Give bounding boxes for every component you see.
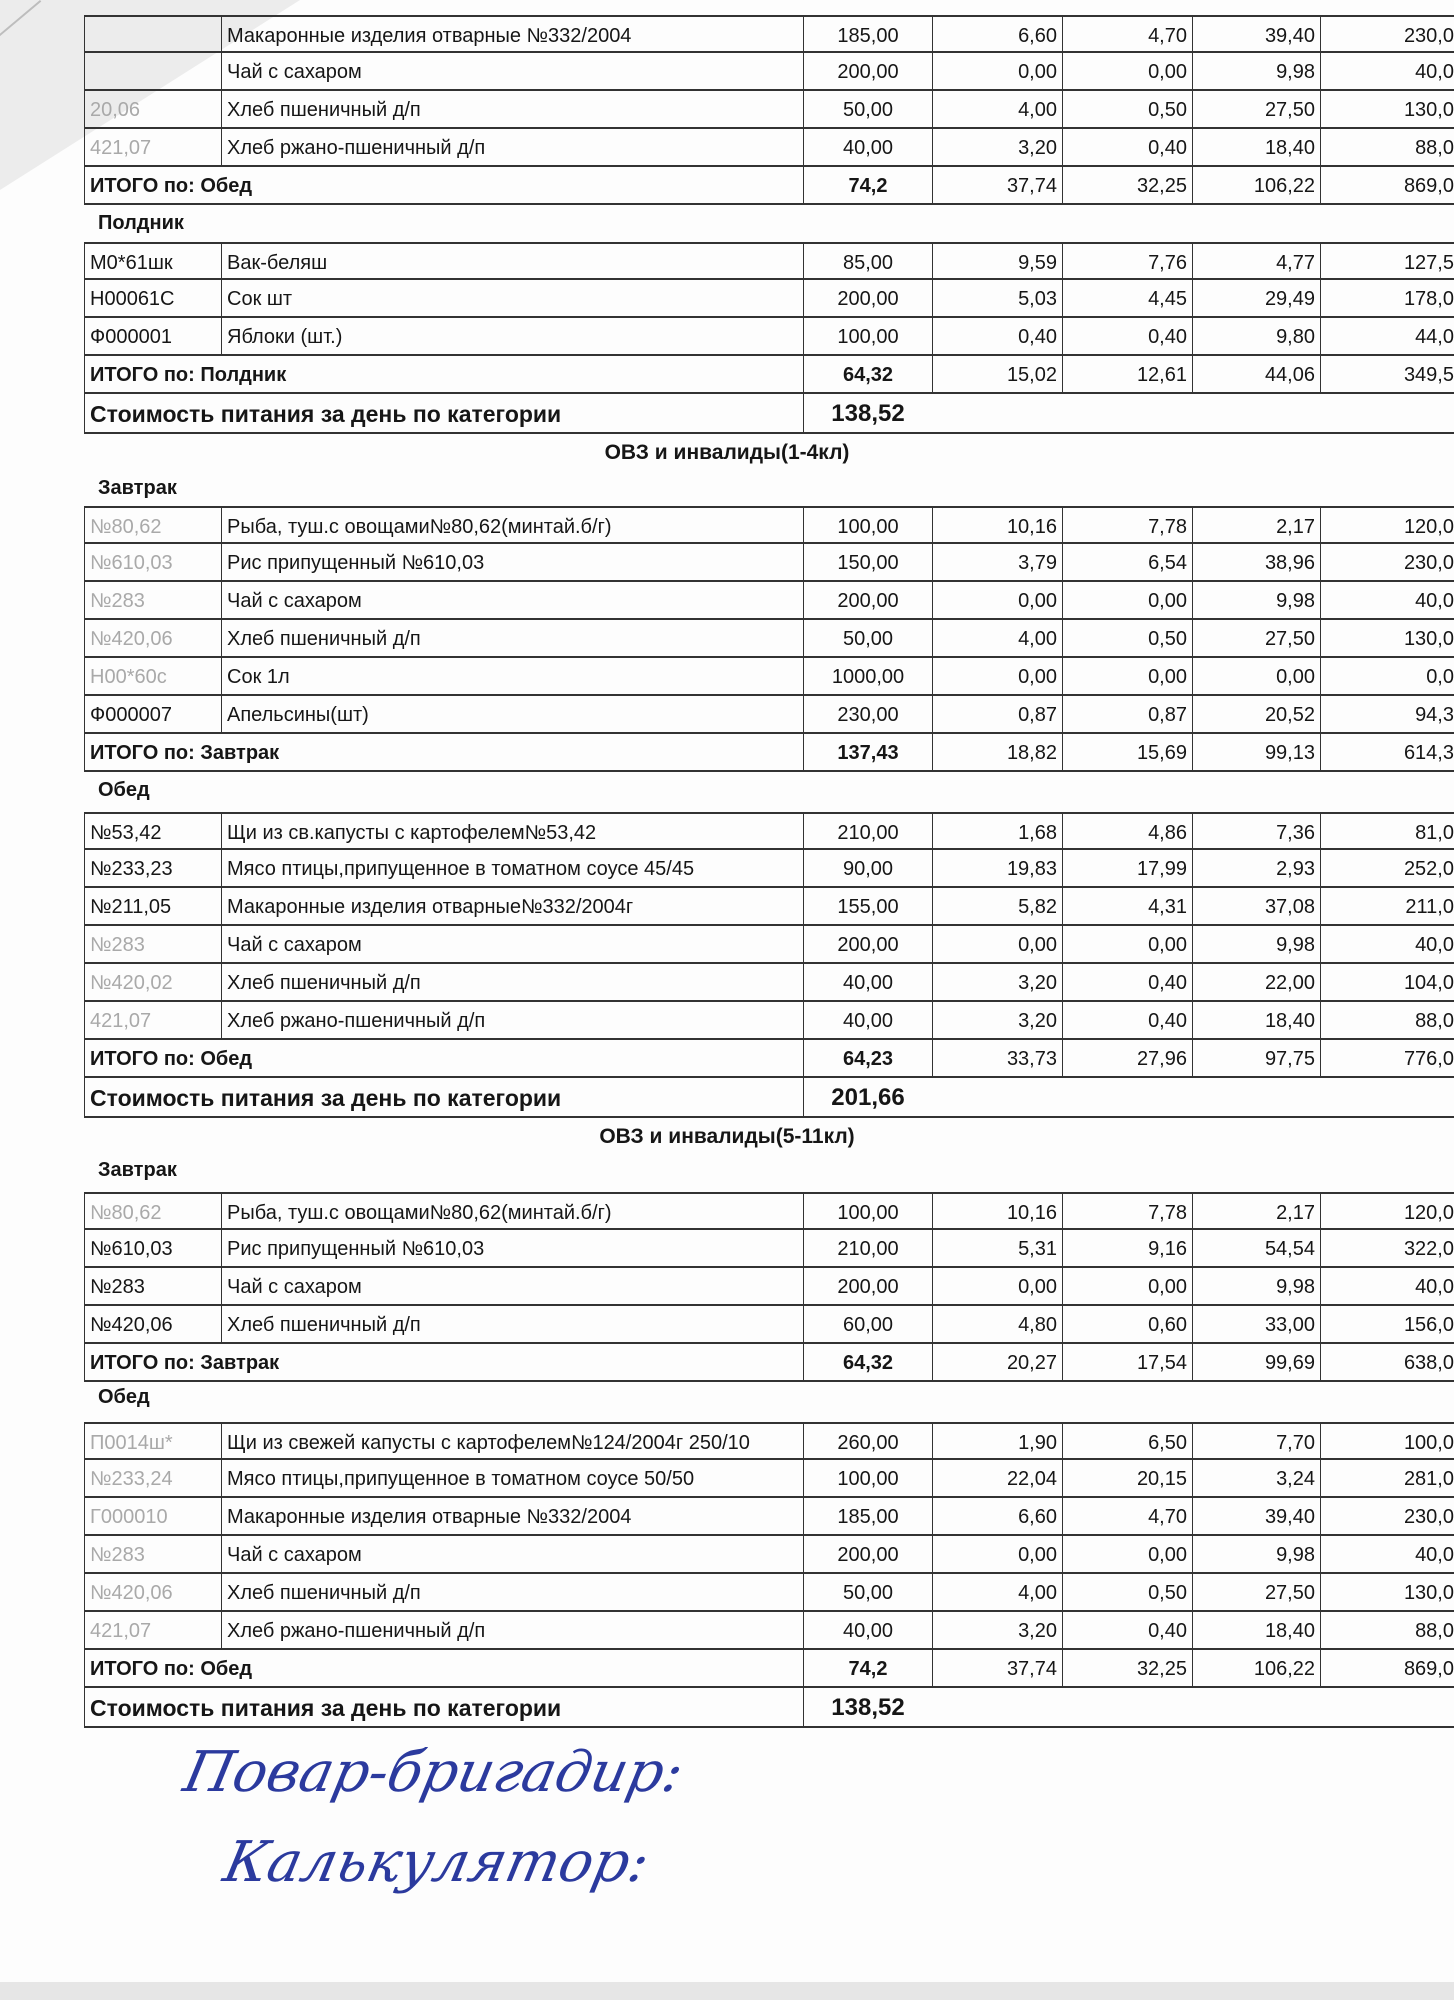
table-row <box>84 888 1454 926</box>
dish-code: 421,07 <box>84 129 221 165</box>
proteins: 9,59 <box>932 244 1062 280</box>
total-carbs: 99,69 <box>1192 1344 1320 1380</box>
calories: 88,0 <box>1320 1612 1454 1648</box>
table-row <box>84 620 1454 658</box>
portion-weight: 200,00 <box>803 53 932 89</box>
dish-code: №80,62 <box>84 1194 221 1230</box>
carbs: 9,80 <box>1192 318 1320 354</box>
fats: 4,45 <box>1062 280 1192 316</box>
dish-name: Хлеб пшеничный д/п <box>221 1306 803 1342</box>
meal-table <box>84 242 1454 434</box>
dish-name: Щи из св.капусты с картофелем№53,42 <box>221 814 803 850</box>
calories: 156,0 <box>1320 1306 1454 1342</box>
meal-title: Обед <box>98 779 150 801</box>
total-proteins: 20,27 <box>932 1344 1062 1380</box>
carbs: 18,40 <box>1192 129 1320 165</box>
total-label: ИТОГО по: Обед <box>84 1650 803 1686</box>
fats: 0,50 <box>1062 620 1192 656</box>
total-calories: 614,3 <box>1320 734 1454 770</box>
dish-code: №233,24 <box>84 1460 221 1496</box>
dish-code: 421,07 <box>84 1002 221 1038</box>
fats: 6,54 <box>1062 544 1192 580</box>
total-price: 74,2 <box>803 167 932 203</box>
proteins: 0,00 <box>932 1268 1062 1304</box>
proteins: 10,16 <box>932 508 1062 544</box>
fats: 0,60 <box>1062 1306 1192 1342</box>
fats: 0,00 <box>1062 1536 1192 1572</box>
proteins: 3,20 <box>932 129 1062 165</box>
dish-name: Сок 1л <box>221 658 803 694</box>
carbs: 27,50 <box>1192 1574 1320 1610</box>
dish-code: №420,02 <box>84 964 221 1000</box>
carbs: 7,36 <box>1192 814 1320 850</box>
fats: 7,78 <box>1062 508 1192 544</box>
portion-weight: 40,00 <box>803 1612 932 1648</box>
fats: 4,86 <box>1062 814 1192 850</box>
daily-cost-row <box>84 394 1454 434</box>
proteins: 3,79 <box>932 544 1062 580</box>
meal-table <box>84 1192 1454 1382</box>
daily-cost-row <box>84 1688 1454 1728</box>
dish-name: Чай с сахаром <box>221 1536 803 1572</box>
portion-weight: 90,00 <box>803 850 932 886</box>
table-row <box>84 658 1454 696</box>
proteins: 0,00 <box>932 53 1062 89</box>
calories: 130,0 <box>1320 91 1454 127</box>
table-row <box>84 1612 1454 1650</box>
total-price: 64,32 <box>803 1344 932 1380</box>
fats: 17,99 <box>1062 850 1192 886</box>
proteins: 3,20 <box>932 1612 1062 1648</box>
portion-weight: 60,00 <box>803 1306 932 1342</box>
dish-name: Хлеб пшеничный д/п <box>221 1574 803 1610</box>
proteins: 19,83 <box>932 850 1062 886</box>
carbs: 33,00 <box>1192 1306 1320 1342</box>
fats: 0,87 <box>1062 696 1192 732</box>
category-heading: ОВЗ и инвалиды(5-11кл) <box>599 1125 855 1148</box>
dish-name: Апельсины(шт) <box>221 696 803 732</box>
total-price: 137,43 <box>803 734 932 770</box>
carbs: 18,40 <box>1192 1002 1320 1038</box>
table-row <box>84 1002 1454 1040</box>
table-row <box>84 544 1454 582</box>
total-price: 74,2 <box>803 1650 932 1686</box>
table-row <box>84 280 1454 318</box>
table-row <box>84 53 1454 91</box>
fats: 0,00 <box>1062 582 1192 618</box>
dish-name: Макаронные изделия отварные№332/2004г <box>221 888 803 924</box>
meal-title: Завтрак <box>98 477 177 499</box>
carbs: 3,24 <box>1192 1460 1320 1496</box>
portion-weight: 1000,00 <box>803 658 932 694</box>
total-fats: 32,25 <box>1062 167 1192 203</box>
table-row <box>84 850 1454 888</box>
dish-code: №610,03 <box>84 1230 221 1266</box>
table-row <box>84 926 1454 964</box>
dish-code: М0*61шк <box>84 244 221 280</box>
total-label: ИТОГО по: Завтрак <box>84 1344 803 1380</box>
dish-code: Н00*60с <box>84 658 221 694</box>
dish-code: №420,06 <box>84 1574 221 1610</box>
proteins: 4,80 <box>932 1306 1062 1342</box>
carbs: 7,70 <box>1192 1424 1320 1460</box>
total-carbs: 106,22 <box>1192 167 1320 203</box>
dish-code: 421,07 <box>84 1612 221 1648</box>
table-row <box>84 1498 1454 1536</box>
proteins: 0,00 <box>932 1536 1062 1572</box>
total-label: ИТОГО по: Обед <box>84 167 803 203</box>
daily-cost-value: 201,66 <box>803 1078 932 1116</box>
dish-name: Хлеб пшеничный д/п <box>221 964 803 1000</box>
total-fats: 12,61 <box>1062 356 1192 392</box>
calories: 44,0 <box>1320 318 1454 354</box>
proteins: 4,00 <box>932 91 1062 127</box>
table-row <box>84 506 1454 544</box>
total-row <box>84 1650 1454 1688</box>
carbs: 27,50 <box>1192 91 1320 127</box>
dish-code: П0014ш* <box>84 1424 221 1460</box>
dish-code: 20,06 <box>84 91 221 127</box>
portion-weight: 40,00 <box>803 1002 932 1038</box>
proteins: 1,68 <box>932 814 1062 850</box>
carbs: 18,40 <box>1192 1612 1320 1648</box>
dish-code: №420,06 <box>84 620 221 656</box>
carbs: 0,00 <box>1192 658 1320 694</box>
total-carbs: 99,13 <box>1192 734 1320 770</box>
total-row <box>84 1040 1454 1078</box>
total-row <box>84 356 1454 394</box>
meal-table <box>84 812 1454 1118</box>
table-row <box>84 812 1454 850</box>
total-proteins: 37,74 <box>932 1650 1062 1686</box>
calories: 94,3 <box>1320 696 1454 732</box>
fats: 7,76 <box>1062 244 1192 280</box>
dish-name: Рыба, туш.с овощами№80,62(минтай.б/г) <box>221 508 803 544</box>
calories: 88,0 <box>1320 1002 1454 1038</box>
calories: 120,0 <box>1320 1194 1454 1230</box>
carbs: 22,00 <box>1192 964 1320 1000</box>
carbs: 9,98 <box>1192 926 1320 962</box>
portion-weight: 50,00 <box>803 620 932 656</box>
meal-table <box>84 15 1454 205</box>
dish-name: Рис припущенный №610,03 <box>221 544 803 580</box>
carbs: 2,93 <box>1192 850 1320 886</box>
daily-cost-value: 138,52 <box>803 394 932 432</box>
dish-code: №420,06 <box>84 1306 221 1342</box>
dish-code: №283 <box>84 1536 221 1572</box>
carbs: 9,98 <box>1192 1268 1320 1304</box>
portion-weight: 210,00 <box>803 1230 932 1266</box>
dish-name: Чай с сахаром <box>221 926 803 962</box>
fats: 7,78 <box>1062 1194 1192 1230</box>
portion-weight: 50,00 <box>803 1574 932 1610</box>
portion-weight: 150,00 <box>803 544 932 580</box>
calories: 40,0 <box>1320 1536 1454 1572</box>
fats: 0,40 <box>1062 318 1192 354</box>
total-row <box>84 167 1454 205</box>
total-proteins: 37,74 <box>932 167 1062 203</box>
proteins: 0,00 <box>932 658 1062 694</box>
meal-title: Полдник <box>98 212 184 234</box>
dish-name: Яблоки (шт.) <box>221 318 803 354</box>
dish-code <box>84 53 221 89</box>
calories: 40,0 <box>1320 53 1454 89</box>
table-row <box>84 1422 1454 1460</box>
fats: 0,00 <box>1062 53 1192 89</box>
carbs: 27,50 <box>1192 620 1320 656</box>
table-row <box>84 15 1454 53</box>
dish-name: Рыба, туш.с овощами№80,62(минтай.б/г) <box>221 1194 803 1230</box>
portion-weight: 260,00 <box>803 1424 932 1460</box>
total-carbs: 106,22 <box>1192 1650 1320 1686</box>
meal-table <box>84 1422 1454 1728</box>
fats: 0,40 <box>1062 964 1192 1000</box>
daily-cost-label: Стоимость питания за день по категории <box>84 394 803 432</box>
dish-name: Рис припущенный №610,03 <box>221 1230 803 1266</box>
dish-name: Вак-беляш <box>221 244 803 280</box>
proteins: 0,00 <box>932 926 1062 962</box>
table-row <box>84 1230 1454 1268</box>
fats: 0,40 <box>1062 1002 1192 1038</box>
carbs: 20,52 <box>1192 696 1320 732</box>
portion-weight: 40,00 <box>803 964 932 1000</box>
daily-cost-row <box>84 1078 1454 1118</box>
total-price: 64,23 <box>803 1040 932 1076</box>
calories: 0,0 <box>1320 658 1454 694</box>
portion-weight: 100,00 <box>803 318 932 354</box>
dish-name: Чай с сахаром <box>221 582 803 618</box>
meal-title: Обед <box>98 1386 150 1408</box>
total-calories: 869,0 <box>1320 1650 1454 1686</box>
fats: 0,00 <box>1062 1268 1192 1304</box>
category-heading: ОВЗ и инвалиды(1-4кл) <box>604 441 850 464</box>
portion-weight: 185,00 <box>803 1498 932 1534</box>
table-row <box>84 1192 1454 1230</box>
calories: 281,0 <box>1320 1460 1454 1496</box>
calories: 130,0 <box>1320 1574 1454 1610</box>
carbs: 9,98 <box>1192 582 1320 618</box>
fats: 20,15 <box>1062 1460 1192 1496</box>
calories: 120,0 <box>1320 508 1454 544</box>
portion-weight: 230,00 <box>803 696 932 732</box>
dish-name: Хлеб пшеничный д/п <box>221 91 803 127</box>
meal-title: Завтрак <box>98 1159 177 1181</box>
dish-code: Ф000001 <box>84 318 221 354</box>
dish-name: Хлеб ржано-пшеничный д/п <box>221 1002 803 1038</box>
proteins: 4,00 <box>932 620 1062 656</box>
carbs: 39,40 <box>1192 1498 1320 1534</box>
total-carbs: 97,75 <box>1192 1040 1320 1076</box>
dish-name: Сок шт <box>221 280 803 316</box>
dish-name: Мясо птицы,припущенное в томатном соусе 45/45 <box>221 850 803 886</box>
proteins: 1,90 <box>932 1424 1062 1460</box>
table-row <box>84 1268 1454 1306</box>
proteins: 3,20 <box>932 1002 1062 1038</box>
dish-code: Ф000007 <box>84 696 221 732</box>
proteins: 5,31 <box>932 1230 1062 1266</box>
portion-weight: 50,00 <box>803 91 932 127</box>
proteins: 5,03 <box>932 280 1062 316</box>
calories: 322,0 <box>1320 1230 1454 1266</box>
dish-code: №233,23 <box>84 850 221 886</box>
calories: 178,0 <box>1320 280 1454 316</box>
dish-name: Макаронные изделия отварные №332/2004 <box>221 1498 803 1534</box>
calories: 81,0 <box>1320 814 1454 850</box>
carbs: 2,17 <box>1192 1194 1320 1230</box>
portion-weight: 100,00 <box>803 1194 932 1230</box>
dish-code: №53,42 <box>84 814 221 850</box>
portion-weight: 185,00 <box>803 17 932 53</box>
dish-code: №211,05 <box>84 888 221 924</box>
proteins: 3,20 <box>932 964 1062 1000</box>
total-fats: 17,54 <box>1062 1344 1192 1380</box>
portion-weight: 200,00 <box>803 926 932 962</box>
calories: 100,0 <box>1320 1424 1454 1460</box>
dish-name: Хлеб ржано-пшеничный д/п <box>221 1612 803 1648</box>
total-proteins: 18,82 <box>932 734 1062 770</box>
total-proteins: 15,02 <box>932 356 1062 392</box>
fats: 4,31 <box>1062 888 1192 924</box>
table-row <box>84 1306 1454 1344</box>
carbs: 54,54 <box>1192 1230 1320 1266</box>
proteins: 4,00 <box>932 1574 1062 1610</box>
total-price: 64,32 <box>803 356 932 392</box>
total-fats: 32,25 <box>1062 1650 1192 1686</box>
proteins: 6,60 <box>932 17 1062 53</box>
portion-weight: 210,00 <box>803 814 932 850</box>
total-calories: 776,0 <box>1320 1040 1454 1076</box>
signature-chef: Повар-бригадир: <box>178 1740 690 1805</box>
total-calories: 638,0 <box>1320 1344 1454 1380</box>
table-row <box>84 1460 1454 1498</box>
portion-weight: 85,00 <box>803 244 932 280</box>
table-row <box>84 318 1454 356</box>
carbs: 4,77 <box>1192 244 1320 280</box>
carbs: 38,96 <box>1192 544 1320 580</box>
total-row <box>84 734 1454 772</box>
calories: 40,0 <box>1320 926 1454 962</box>
carbs: 2,17 <box>1192 508 1320 544</box>
fats: 0,50 <box>1062 91 1192 127</box>
carbs: 29,49 <box>1192 280 1320 316</box>
dish-name: Макаронные изделия отварные №332/2004 <box>221 17 803 53</box>
calories: 88,0 <box>1320 129 1454 165</box>
dish-code: №283 <box>84 582 221 618</box>
scan-edge <box>0 1982 1454 2000</box>
total-label: ИТОГО по: Обед <box>84 1040 803 1076</box>
dish-code: Г000010 <box>84 1498 221 1534</box>
fats: 9,16 <box>1062 1230 1192 1266</box>
calories: 230,0 <box>1320 17 1454 53</box>
fats: 6,50 <box>1062 1424 1192 1460</box>
table-row <box>84 129 1454 167</box>
portion-weight: 200,00 <box>803 280 932 316</box>
calories: 130,0 <box>1320 620 1454 656</box>
fats: 0,40 <box>1062 129 1192 165</box>
calories: 40,0 <box>1320 1268 1454 1304</box>
calories: 127,5 <box>1320 244 1454 280</box>
proteins: 10,16 <box>932 1194 1062 1230</box>
calories: 211,0 <box>1320 888 1454 924</box>
carbs: 9,98 <box>1192 1536 1320 1572</box>
fats: 0,50 <box>1062 1574 1192 1610</box>
portion-weight: 200,00 <box>803 582 932 618</box>
fats: 4,70 <box>1062 1498 1192 1534</box>
dish-name: Хлеб пшеничный д/п <box>221 620 803 656</box>
fats: 0,40 <box>1062 1612 1192 1648</box>
daily-cost-label: Стоимость питания за день по категории <box>84 1078 803 1116</box>
total-carbs: 44,06 <box>1192 356 1320 392</box>
dish-code <box>84 17 221 53</box>
calories: 230,0 <box>1320 1498 1454 1534</box>
fats: 0,00 <box>1062 658 1192 694</box>
dish-name: Хлеб ржано-пшеничный д/п <box>221 129 803 165</box>
total-label: ИТОГО по: Завтрак <box>84 734 803 770</box>
proteins: 22,04 <box>932 1460 1062 1496</box>
table-row <box>84 91 1454 129</box>
portion-weight: 40,00 <box>803 129 932 165</box>
proteins: 0,87 <box>932 696 1062 732</box>
table-row <box>84 1574 1454 1612</box>
table-row <box>84 242 1454 280</box>
dish-code: №283 <box>84 1268 221 1304</box>
portion-weight: 200,00 <box>803 1268 932 1304</box>
carbs: 39,40 <box>1192 17 1320 53</box>
total-calories: 869,0 <box>1320 167 1454 203</box>
table-row <box>84 1536 1454 1574</box>
total-fats: 15,69 <box>1062 734 1192 770</box>
total-fats: 27,96 <box>1062 1040 1192 1076</box>
portion-weight: 200,00 <box>803 1536 932 1572</box>
total-label: ИТОГО по: Полдник <box>84 356 803 392</box>
daily-cost-value: 138,52 <box>803 1688 932 1726</box>
table-row <box>84 696 1454 734</box>
fats: 0,00 <box>1062 926 1192 962</box>
dish-code: Н00061С <box>84 280 221 316</box>
carbs: 9,98 <box>1192 53 1320 89</box>
daily-cost-label: Стоимость питания за день по категории <box>84 1688 803 1726</box>
proteins: 5,82 <box>932 888 1062 924</box>
calories: 230,0 <box>1320 544 1454 580</box>
portion-weight: 155,00 <box>803 888 932 924</box>
meal-table <box>84 506 1454 772</box>
dish-name: Щи из свежей капусты с картофелем№124/2004г 250/10 <box>221 1424 803 1460</box>
carbs: 37,08 <box>1192 888 1320 924</box>
portion-weight: 100,00 <box>803 1460 932 1496</box>
proteins: 6,60 <box>932 1498 1062 1534</box>
dish-name: Мясо птицы,припущенное в томатном соусе 50/50 <box>221 1460 803 1496</box>
calories: 40,0 <box>1320 582 1454 618</box>
calories: 104,0 <box>1320 964 1454 1000</box>
total-row <box>84 1344 1454 1382</box>
dish-code: №283 <box>84 926 221 962</box>
portion-weight: 100,00 <box>803 508 932 544</box>
dish-name: Чай с сахаром <box>221 1268 803 1304</box>
dish-name: Чай с сахаром <box>221 53 803 89</box>
calories: 252,0 <box>1320 850 1454 886</box>
dish-code: №80,62 <box>84 508 221 544</box>
total-proteins: 33,73 <box>932 1040 1062 1076</box>
signature-calculator: Калькулятор: <box>218 1830 655 1895</box>
proteins: 0,00 <box>932 582 1062 618</box>
total-calories: 349,5 <box>1320 356 1454 392</box>
dish-code: №610,03 <box>84 544 221 580</box>
table-row <box>84 582 1454 620</box>
table-row <box>84 964 1454 1002</box>
fats: 4,70 <box>1062 17 1192 53</box>
proteins: 0,40 <box>932 318 1062 354</box>
